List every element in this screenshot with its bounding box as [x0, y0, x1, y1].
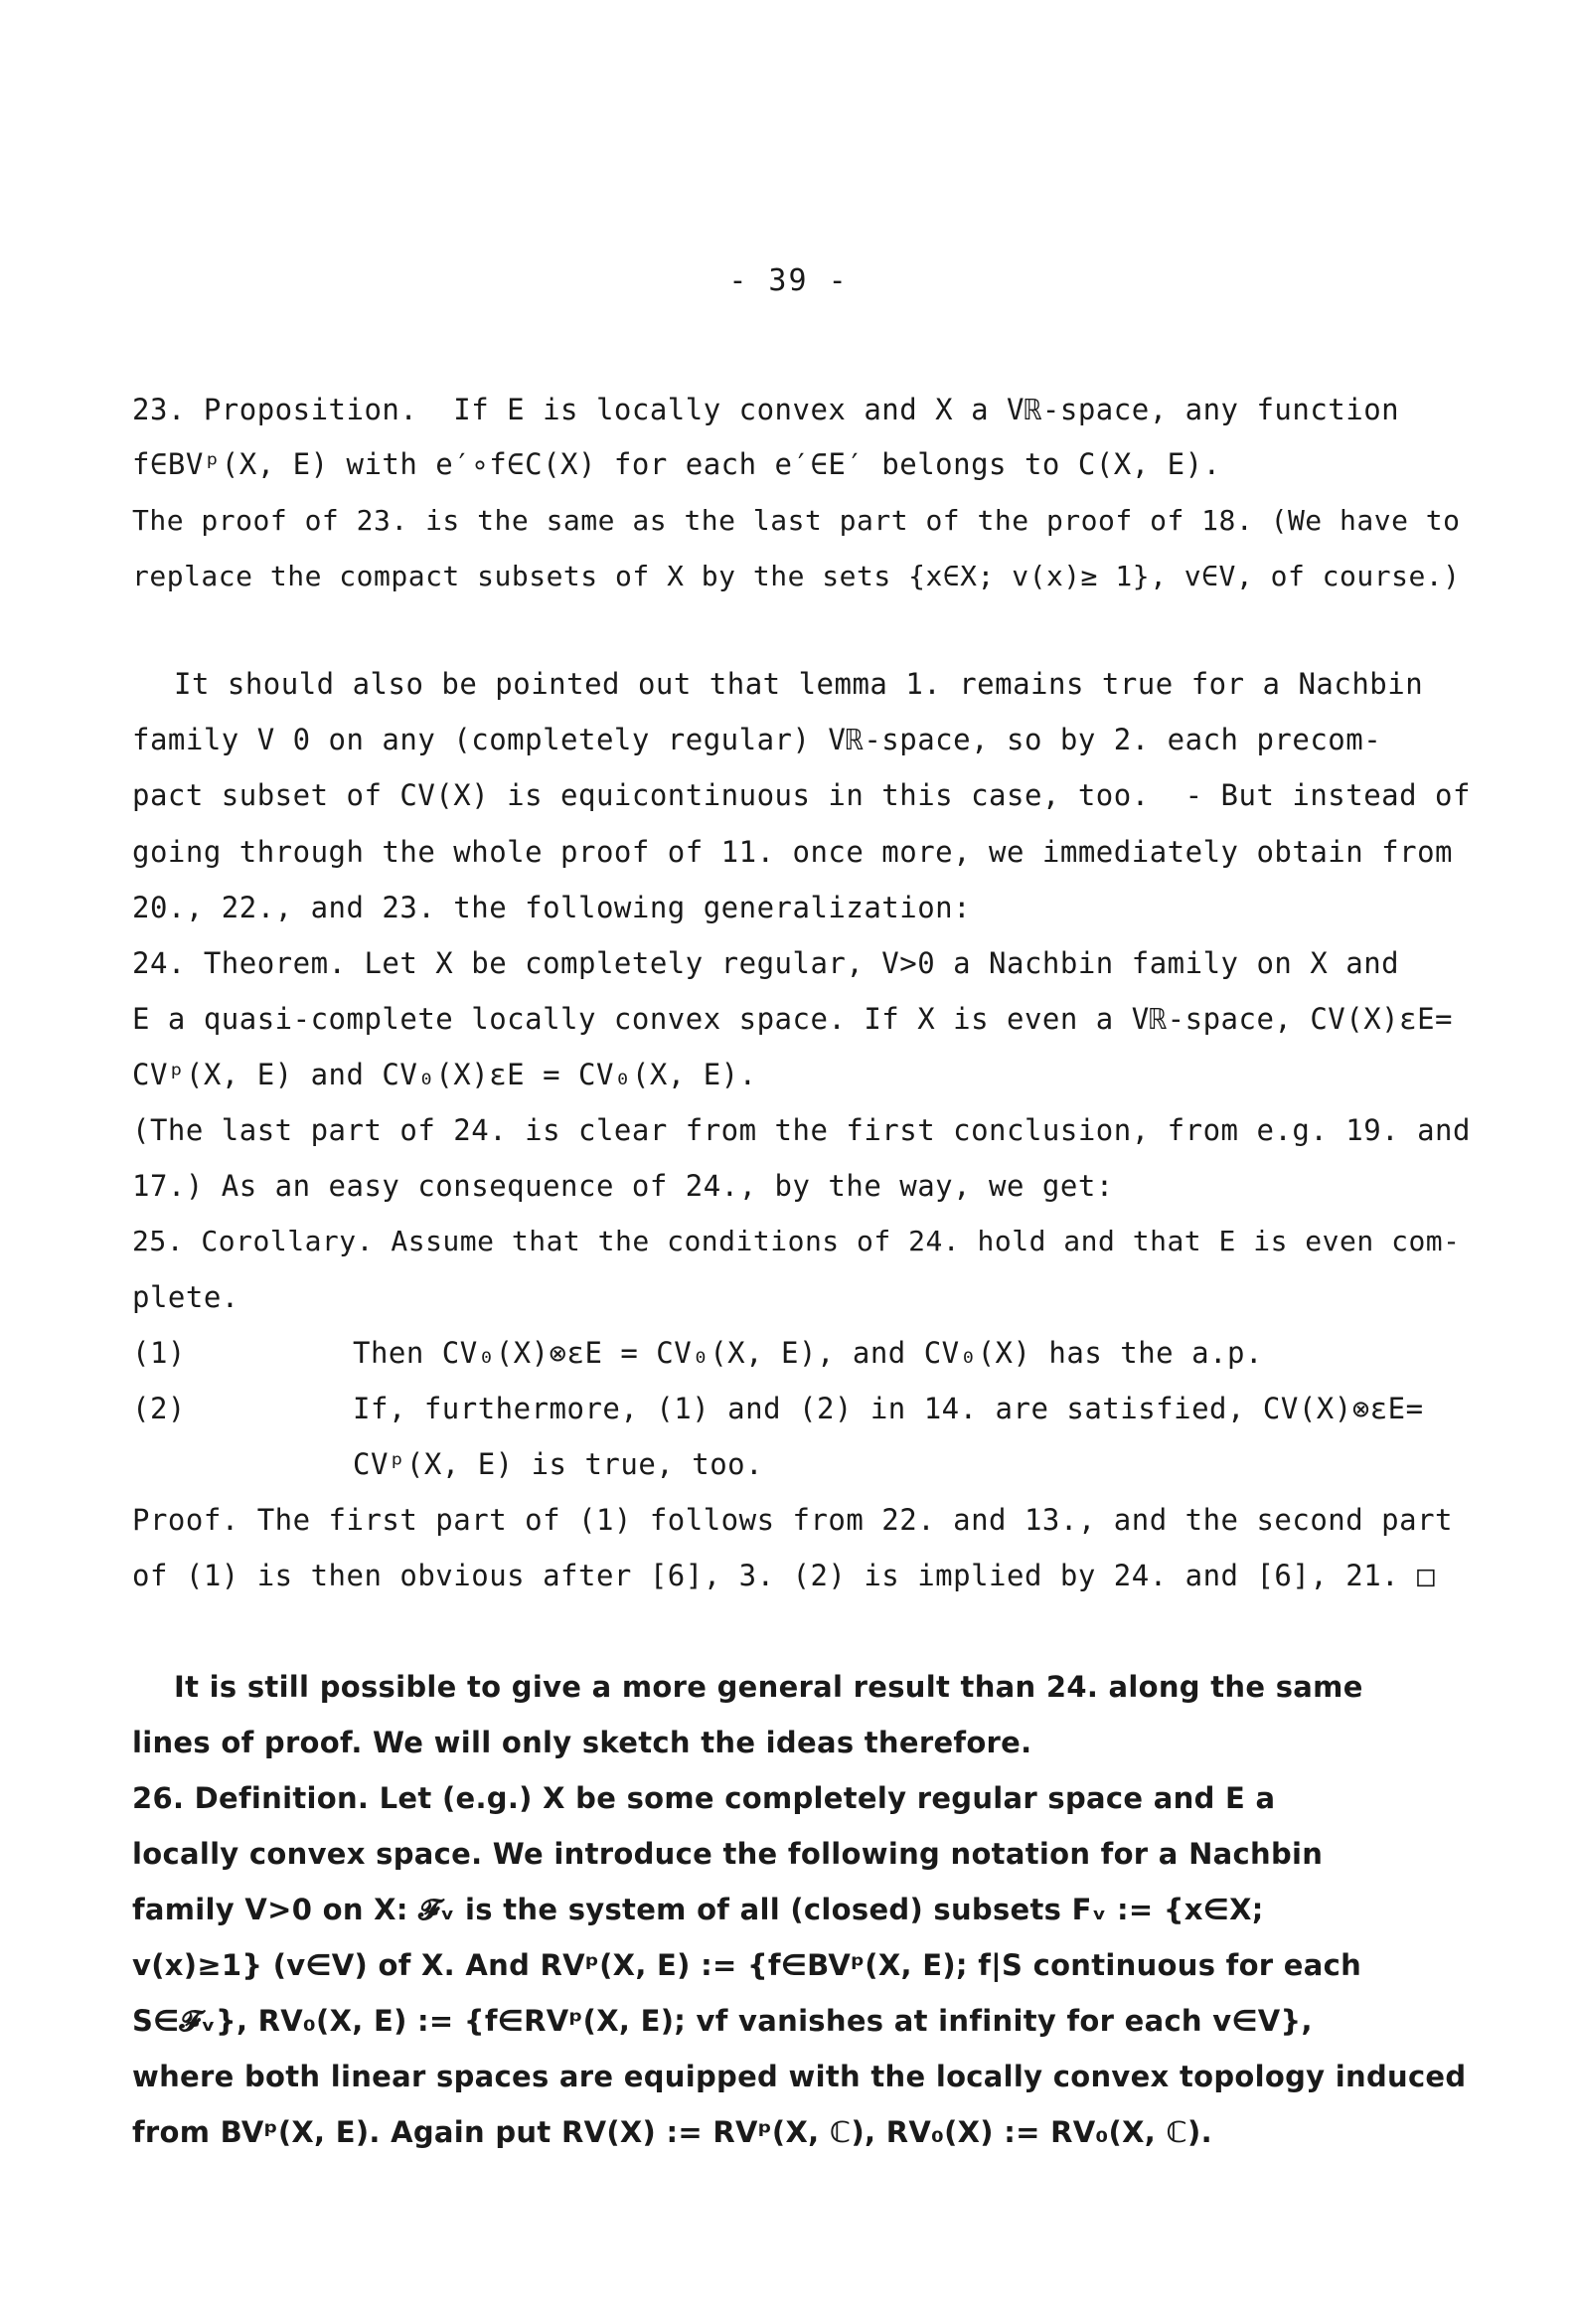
remark-lemma-line-5: 20., 22., and 23. the following generalization: [132, 891, 972, 924]
remark-lemma-line-3: pact subset of CV(X) is equicontinuous in this case, too. - But instead of [132, 778, 1471, 812]
corollary-item-2-number: (2) [132, 1392, 186, 1425]
definition-26-line-4: v(x)≥1} (v∈V) of X. And RVᵖ(X, E) := {f∈BVᵖ(X, E); f|S continuous for each [132, 1948, 1362, 1982]
corollary-item-1-number: (1) [132, 1336, 186, 1370]
theorem-24-remark-line-1: (The last part of 24. is clear from the first conclusion, from e.g. 19. and [132, 1113, 1471, 1147]
definition-26-line-2: locally convex space. We introduce the following notation for a Nachbin [132, 1837, 1324, 1871]
corollary-item-1-text: Then CV₀(X)⊗εE = CV₀(X, E), and CV₀(X) has the a.p. [353, 1336, 1263, 1370]
proof-23-line-1: The proof of 23. is the same as the last part of the proof of 18. (We have to [132, 504, 1461, 537]
corollary-25-line-1: 25. Corollary. Assume that the conditions of 24. hold and that E is even com- [132, 1225, 1461, 1257]
definition-26-line-3: family V>0 on X: 𝓕ᵥ is the system of all (closed) subsets Fᵥ := {x∈X; [132, 1893, 1264, 1926]
general-result-line-1: It is still possible to give a more general result than 24. along the same [174, 1670, 1363, 1704]
theorem-24-line-3: CVᵖ(X, E) and CV₀(X)εE = CV₀(X, E). [132, 1058, 757, 1091]
proof-25-line-2: of (1) is then obvious after [6], 3. (2) is implied by 24. and [6], 21. □ [132, 1559, 1436, 1592]
definition-26-line-1: 26. Definition. Let (e.g.) X be some completely regular space and E a [132, 1781, 1276, 1815]
remark-lemma-line-1: It should also be pointed out that lemma 1. remains true for a Nachbin [174, 667, 1424, 701]
page-number: - 39 - [728, 263, 849, 298]
theorem-24-line-1: 24. Theorem. Let X be completely regular, V>0 a Nachbin family on X and [132, 946, 1400, 980]
corollary-item-2-text: If, furthermore, (1) and (2) in 14. are satisfied, CV(X)⊗εE= [353, 1392, 1424, 1425]
theorem-24-remark-line-2: 17.) As an easy consequence of 24., by the way, we get: [132, 1169, 1114, 1203]
proposition-23-line-1: 23. Proposition. If E is locally convex and X a Vℝ-space, any function [132, 393, 1400, 426]
proof-25-line-1: Proof. The first part of (1) follows from 22. and 13., and the second part [132, 1503, 1454, 1537]
proof-23-line-2: replace the compact subsets of X by the sets {x∈X; v(x)≥ 1}, v∈V, of course.) [132, 560, 1461, 592]
theorem-24-line-2: E a quasi-complete locally convex space. If X is even a Vℝ-space, CV(X)εE= [132, 1002, 1454, 1036]
corollary-25-line-2: plete. [132, 1280, 239, 1314]
definition-26-line-5: S∈𝓕ᵥ}, RV₀(X, E) := {f∈RVᵖ(X, E); vf vanishes at infinity for each v∈V}, [132, 2004, 1313, 2038]
definition-26-line-7: from BVᵖ(X, E). Again put RV(X) := RVᵖ(X, ℂ), RV₀(X) := RV₀(X, ℂ). [132, 2115, 1212, 2149]
remark-lemma-line-2: family V 0 on any (completely regular) Vℝ-space, so by 2. each precom- [132, 723, 1382, 756]
definition-26-line-6: where both linear spaces are equipped with the locally convex topology induced [132, 2060, 1467, 2093]
corollary-item-2-text-cont: CVᵖ(X, E) is true, too. [353, 1447, 764, 1481]
general-result-line-2: lines of proof. We will only sketch the ideas therefore. [132, 1726, 1032, 1759]
remark-lemma-line-4: going through the whole proof of 11. once more, we immediately obtain from [132, 835, 1454, 869]
proposition-23-line-2: f∈BVᵖ(X, E) with e′∘f∈C(X) for each e′∈E′ belongs to C(X, E). [132, 447, 1221, 481]
